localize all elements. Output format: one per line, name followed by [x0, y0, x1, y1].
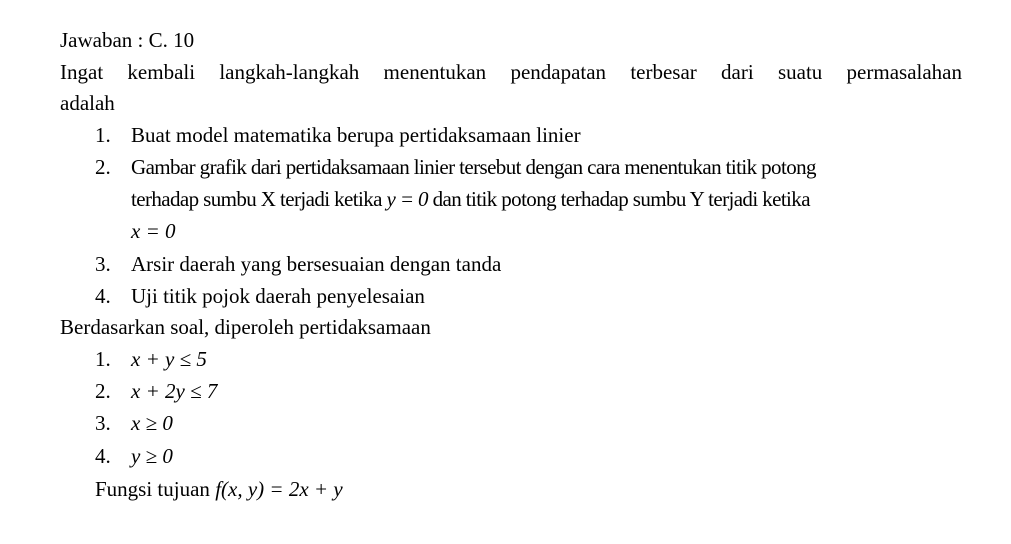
step-number: 4. [95, 284, 111, 308]
step-text: Arsir daerah yang bersesuaian dengan tanda [131, 252, 502, 276]
step-text-continued [131, 187, 810, 211]
math-expression: y = 0 [386, 187, 428, 211]
math-expression: x ≥ 0 [131, 411, 173, 435]
step-text: Gambar grafik dari pertidaksamaan linier tersebut dengan cara menentukan titik potong [131, 155, 816, 179]
step-number: 1. [95, 123, 111, 147]
math-expression: x + 2y ≤ 7 [131, 379, 218, 403]
inequality-number: 2. [95, 379, 111, 403]
objective-label: Fungsi tujuan [95, 477, 216, 501]
answer-line: Jawaban : C. 10 [60, 28, 195, 52]
math-expression: x + y ≤ 5 [131, 347, 207, 371]
step-number: 2. [95, 155, 111, 179]
inequality-number: 1. [95, 347, 111, 371]
step-text-part: dan titik potong terhadap sumbu Y terjadi ketika [427, 187, 810, 211]
math-expression: y ≥ 0 [131, 444, 173, 468]
derived-intro: Berdasarkan soal, diperoleh pertidaksamaan [60, 315, 431, 339]
step-number: 3. [95, 252, 111, 276]
inequality-number: 4. [95, 444, 111, 468]
objective-function [95, 477, 343, 501]
step-text: Buat model matematika berupa pertidaksamaan linier [131, 123, 581, 147]
math-expression: f(x, y) = 2x + y [215, 477, 343, 501]
math-expression: x = 0 [131, 219, 176, 243]
inequality-number: 3. [95, 411, 111, 435]
intro-line-1: Ingat kembali langkah-langkah menentukan pendapatan terbesar dari suatu permasalahan [60, 60, 962, 84]
intro-line-2: adalah [60, 91, 115, 115]
step-text-part: terhadap sumbu X terjadi ketika [131, 187, 387, 211]
step-text: Uji titik pojok daerah penyelesaian [131, 284, 425, 308]
